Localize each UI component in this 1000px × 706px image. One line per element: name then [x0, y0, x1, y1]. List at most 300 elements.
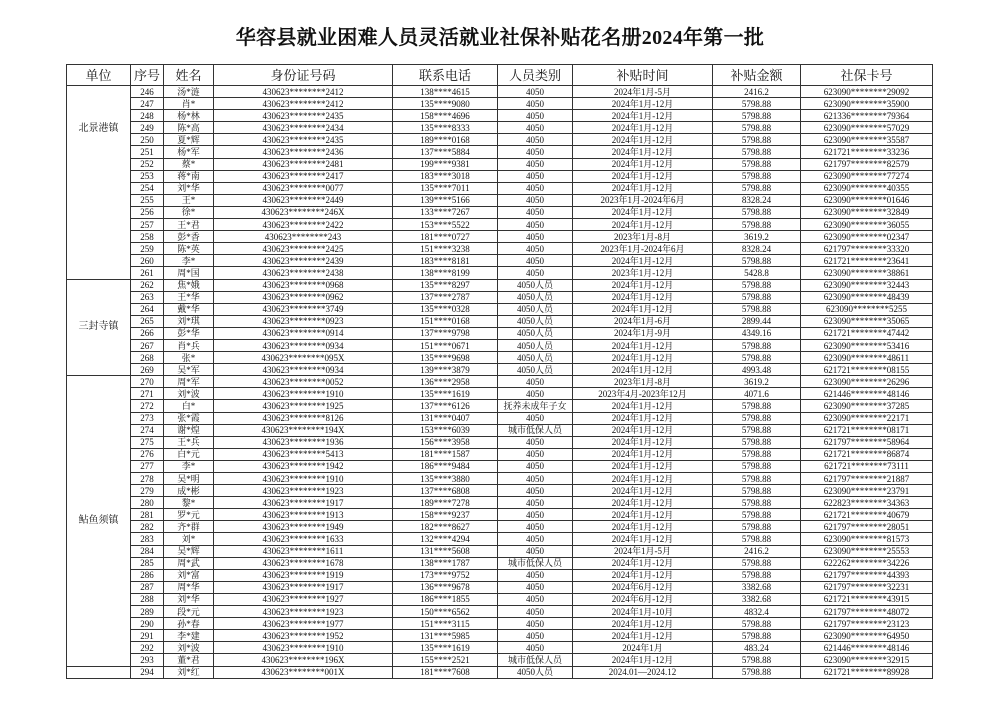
period-cell: 2024年1月-6月	[573, 315, 713, 327]
amount-cell: 5798.88	[713, 146, 801, 158]
table-row	[67, 315, 933, 327]
category-cell: 4050	[498, 219, 573, 231]
phone-cell: 137****9798	[393, 327, 498, 339]
category-cell: 4050	[498, 448, 573, 460]
id-number-cell: 430623********2417	[214, 170, 393, 182]
phone-cell: 153****5522	[393, 219, 498, 231]
period-cell: 2024年1月-12月	[573, 303, 713, 315]
card-number-cell: 621721********43915	[801, 593, 933, 605]
card-number-cell: 623090********38861	[801, 267, 933, 279]
period-cell: 2024年1月-12月	[573, 182, 713, 194]
phone-cell: 151****3238	[393, 243, 498, 255]
amount-cell: 5798.88	[713, 497, 801, 509]
category-cell: 4050	[498, 182, 573, 194]
id-number-cell: 430623********2422	[214, 219, 393, 231]
serial-cell: 279	[131, 485, 164, 497]
table-row	[67, 666, 933, 678]
period-cell: 2024年1月-12月	[573, 219, 713, 231]
table-row	[67, 352, 933, 364]
phone-cell: 151****0671	[393, 339, 498, 351]
amount-cell: 5798.88	[713, 98, 801, 110]
phone-cell: 136****2958	[393, 376, 498, 388]
name-cell: 董*君	[164, 654, 214, 666]
card-number-cell: 623090********37285	[801, 400, 933, 412]
serial-cell: 253	[131, 170, 164, 182]
table-row	[67, 424, 933, 436]
serial-cell: 256	[131, 206, 164, 218]
period-cell: 2024年1月-12月	[573, 497, 713, 509]
serial-cell: 294	[131, 666, 164, 678]
table-row	[67, 122, 933, 134]
id-number-cell: 430623********1919	[214, 569, 393, 581]
table-row	[67, 412, 933, 424]
phone-cell: 151****3115	[393, 618, 498, 630]
category-cell: 4050	[498, 593, 573, 605]
header-phone: 联系电话	[393, 65, 498, 86]
card-number-cell: 623090********81573	[801, 533, 933, 545]
category-cell: 4050	[498, 533, 573, 545]
table-row	[67, 485, 933, 497]
serial-cell: 252	[131, 158, 164, 170]
id-number-cell: 430623********246X	[214, 206, 393, 218]
id-number-cell: 430623********0077	[214, 182, 393, 194]
table-row	[67, 521, 933, 533]
card-number-cell: 623090********32849	[801, 206, 933, 218]
period-cell: 2024年1月-12月	[573, 158, 713, 170]
period-cell: 2023年4月-2023年12月	[573, 388, 713, 400]
period-cell: 2024年1月-12月	[573, 364, 713, 376]
table-row	[67, 267, 933, 279]
period-cell: 2024年1月-12月	[573, 436, 713, 448]
name-cell: 成*彬	[164, 485, 214, 497]
amount-cell: 3382.68	[713, 593, 801, 605]
card-number-cell: 623090********48611	[801, 352, 933, 364]
serial-cell: 280	[131, 497, 164, 509]
table-row	[67, 182, 933, 194]
period-cell: 2024年1月-12月	[573, 255, 713, 267]
card-number-cell: 621721********47442	[801, 327, 933, 339]
period-cell: 2024年1月-12月	[573, 485, 713, 497]
table-row	[67, 255, 933, 267]
table-row	[67, 243, 933, 255]
period-cell: 2024年1月-12月	[573, 424, 713, 436]
table-row	[67, 279, 933, 291]
name-cell: 吴*军	[164, 364, 214, 376]
phone-cell: 181****7608	[393, 666, 498, 678]
card-number-cell: 621721********86874	[801, 448, 933, 460]
table-row	[67, 303, 933, 315]
name-cell: 刘*琪	[164, 315, 214, 327]
category-cell: 4050	[498, 206, 573, 218]
unit-cell: 鲇鱼须镇	[67, 376, 131, 666]
card-number-cell: 623090********01646	[801, 194, 933, 206]
name-cell: 焦*娥	[164, 279, 214, 291]
period-cell: 2024年1月-12月	[573, 279, 713, 291]
table-row	[67, 86, 933, 98]
period-cell: 2023年1月-8月	[573, 231, 713, 243]
serial-cell: 286	[131, 569, 164, 581]
table-row	[67, 448, 933, 460]
name-cell: 戴*华	[164, 303, 214, 315]
phone-cell: 131****5985	[393, 630, 498, 642]
amount-cell: 5798.88	[713, 509, 801, 521]
name-cell: 彭*香	[164, 231, 214, 243]
page-title: 华容县就业困难人员灵活就业社保补贴花名册2024年第一批	[235, 27, 765, 49]
category-cell: 4050人员	[498, 327, 573, 339]
amount-cell: 5798.88	[713, 533, 801, 545]
card-number-cell: 621721********08155	[801, 364, 933, 376]
category-cell: 4050	[498, 146, 573, 158]
amount-cell: 5798.88	[713, 424, 801, 436]
name-cell: 王*	[164, 194, 214, 206]
table-row	[67, 327, 933, 339]
card-number-cell: 623090********23791	[801, 485, 933, 497]
amount-cell: 3382.68	[713, 581, 801, 593]
amount-cell: 2416.2	[713, 545, 801, 557]
category-cell: 4050	[498, 581, 573, 593]
id-number-cell: 430623********2434	[214, 122, 393, 134]
card-number-cell: 621797********21887	[801, 473, 933, 485]
card-number-cell: 623090********64950	[801, 630, 933, 642]
amount-cell: 8328.24	[713, 243, 801, 255]
id-number-cell: 430623********0052	[214, 376, 393, 388]
phone-cell: 137****6126	[393, 400, 498, 412]
unit-cell: 三封寺镇	[67, 279, 131, 376]
category-cell: 4050人员	[498, 666, 573, 678]
category-cell: 4050人员	[498, 303, 573, 315]
category-cell: 4050	[498, 158, 573, 170]
amount-cell: 5798.88	[713, 436, 801, 448]
id-number-cell: 430623********0934	[214, 364, 393, 376]
phone-cell: 135****9698	[393, 352, 498, 364]
id-number-cell: 430623********2435	[214, 134, 393, 146]
id-number-cell: 430623********1917	[214, 581, 393, 593]
table-row	[67, 376, 933, 388]
category-cell: 4050人员	[498, 315, 573, 327]
table-row	[67, 436, 933, 448]
amount-cell: 5798.88	[713, 110, 801, 122]
table-row	[67, 509, 933, 521]
serial-cell: 262	[131, 279, 164, 291]
serial-cell: 276	[131, 448, 164, 460]
serial-cell: 263	[131, 291, 164, 303]
serial-cell: 268	[131, 352, 164, 364]
serial-cell: 275	[131, 436, 164, 448]
name-cell: 陈*高	[164, 122, 214, 134]
serial-cell: 290	[131, 618, 164, 630]
period-cell: 2024年1月-12月	[573, 618, 713, 630]
id-number-cell: 430623********1927	[214, 593, 393, 605]
category-cell: 4050	[498, 231, 573, 243]
phone-cell: 189****0168	[393, 134, 498, 146]
header-id-number: 身份证号码	[214, 65, 393, 86]
phone-cell: 156****3958	[393, 436, 498, 448]
amount-cell: 2416.2	[713, 86, 801, 98]
phone-cell: 138****1787	[393, 557, 498, 569]
id-number-cell: 430623********194X	[214, 424, 393, 436]
category-cell: 4050	[498, 436, 573, 448]
category-cell: 4050	[498, 255, 573, 267]
id-number-cell: 430623********1913	[214, 509, 393, 521]
period-cell: 2024年1月-12月	[573, 146, 713, 158]
period-cell: 2023年1月-2024年6月	[573, 194, 713, 206]
header-amount: 补贴金额	[713, 65, 801, 86]
name-cell: 段*元	[164, 606, 214, 618]
header-name: 姓名	[164, 65, 214, 86]
category-cell: 4050	[498, 412, 573, 424]
table-row	[67, 146, 933, 158]
name-cell: 刘*	[164, 533, 214, 545]
name-cell: 王*兵	[164, 436, 214, 448]
category-cell: 4050	[498, 606, 573, 618]
serial-cell: 281	[131, 509, 164, 521]
table-header	[67, 65, 933, 86]
id-number-cell: 430623********1910	[214, 642, 393, 654]
phone-cell: 151****0168	[393, 315, 498, 327]
id-number-cell: 430623********1910	[214, 388, 393, 400]
name-cell: 张*霞	[164, 412, 214, 424]
period-cell: 2024年1月-10月	[573, 606, 713, 618]
period-cell: 2024年1月-12月	[573, 122, 713, 134]
phone-cell: 137****5884	[393, 146, 498, 158]
category-cell: 城市低保人员	[498, 557, 573, 569]
period-cell: 2024.01—2024.12	[573, 666, 713, 678]
amount-cell: 5798.88	[713, 219, 801, 231]
phone-cell: 173****9752	[393, 569, 498, 581]
name-cell: 黎*	[164, 497, 214, 509]
period-cell: 2024年1月-12月	[573, 509, 713, 521]
period-cell: 2024年1月-12月	[573, 134, 713, 146]
phone-cell: 137****6808	[393, 485, 498, 497]
phone-cell: 131****0407	[393, 412, 498, 424]
id-number-cell: 430623********1949	[214, 521, 393, 533]
amount-cell: 5798.88	[713, 182, 801, 194]
category-cell: 4050	[498, 509, 573, 521]
card-number-cell: 621721********33236	[801, 146, 933, 158]
phone-cell: 135****9080	[393, 98, 498, 110]
serial-cell: 265	[131, 315, 164, 327]
card-number-cell: 623090********57029	[801, 122, 933, 134]
name-cell: 李*	[164, 255, 214, 267]
phone-cell: 135****0328	[393, 303, 498, 315]
category-cell: 4050	[498, 86, 573, 98]
name-cell: 孙*春	[164, 618, 214, 630]
serial-cell: 255	[131, 194, 164, 206]
period-cell: 2024年1月-12月	[573, 569, 713, 581]
name-cell: 齐*群	[164, 521, 214, 533]
phone-cell: 136****9678	[393, 581, 498, 593]
period-cell: 2024年1月-12月	[573, 400, 713, 412]
period-cell: 2024年1月-12月	[573, 339, 713, 351]
serial-cell: 254	[131, 182, 164, 194]
period-cell: 2024年1月-12月	[573, 473, 713, 485]
id-number-cell: 430623********0962	[214, 291, 393, 303]
serial-cell: 250	[131, 134, 164, 146]
id-number-cell: 430623********2481	[214, 158, 393, 170]
header-period: 补贴时间	[573, 65, 713, 86]
id-number-cell: 430623********1936	[214, 436, 393, 448]
amount-cell: 5798.88	[713, 255, 801, 267]
name-cell: 谢*煌	[164, 424, 214, 436]
name-cell: 周*武	[164, 557, 214, 569]
card-number-cell: 621797********33320	[801, 243, 933, 255]
name-cell: 周*军	[164, 376, 214, 388]
serial-cell: 246	[131, 86, 164, 98]
amount-cell: 4993.48	[713, 364, 801, 376]
name-cell: 李*	[164, 460, 214, 472]
category-cell: 4050	[498, 376, 573, 388]
card-number-cell: 621721********08171	[801, 424, 933, 436]
table-row	[67, 231, 933, 243]
category-cell: 4050	[498, 194, 573, 206]
table-row	[67, 460, 933, 472]
name-cell: 杨*林	[164, 110, 214, 122]
name-cell: 刘*富	[164, 569, 214, 581]
id-number-cell: 430623********0968	[214, 279, 393, 291]
name-cell: 张*	[164, 352, 214, 364]
name-cell: 王*华	[164, 291, 214, 303]
table-row	[67, 206, 933, 218]
amount-cell: 5798.88	[713, 460, 801, 472]
amount-cell: 5798.88	[713, 400, 801, 412]
serial-cell: 292	[131, 642, 164, 654]
card-number-cell: 623090********48439	[801, 291, 933, 303]
table-row	[67, 158, 933, 170]
category-cell: 4050	[498, 618, 573, 630]
id-number-cell: 430623********001X	[214, 666, 393, 678]
serial-cell: 247	[131, 98, 164, 110]
period-cell: 2024年1月-5月	[573, 545, 713, 557]
name-cell: 肖*	[164, 98, 214, 110]
id-number-cell: 430623********1977	[214, 618, 393, 630]
phone-cell: 135****8333	[393, 122, 498, 134]
table-row	[67, 339, 933, 351]
category-cell: 4050	[498, 642, 573, 654]
serial-cell: 293	[131, 654, 164, 666]
amount-cell: 5798.88	[713, 412, 801, 424]
table-row	[67, 593, 933, 605]
serial-cell: 266	[131, 327, 164, 339]
phone-cell: 133****7267	[393, 206, 498, 218]
name-cell: 夏*辉	[164, 134, 214, 146]
amount-cell: 5798.88	[713, 291, 801, 303]
period-cell: 2024年1月-12月	[573, 448, 713, 460]
id-number-cell: 430623********2412	[214, 98, 393, 110]
table-row	[67, 110, 933, 122]
table-row	[67, 170, 933, 182]
phone-cell: 137****2787	[393, 291, 498, 303]
name-cell: 王*君	[164, 219, 214, 231]
category-cell: 4050	[498, 267, 573, 279]
serial-cell: 283	[131, 533, 164, 545]
card-number-cell: 621797********28051	[801, 521, 933, 533]
phone-cell: 199****9381	[393, 158, 498, 170]
id-number-cell: 430623********0934	[214, 339, 393, 351]
card-number-cell: 621721********73111	[801, 460, 933, 472]
serial-cell: 277	[131, 460, 164, 472]
period-cell: 2024年1月-12月	[573, 206, 713, 218]
id-number-cell: 430623********3749	[214, 303, 393, 315]
amount-cell: 5798.88	[713, 448, 801, 460]
period-cell: 2023年1月-8月	[573, 376, 713, 388]
card-number-cell: 621797********82579	[801, 158, 933, 170]
name-cell: 刘*华	[164, 593, 214, 605]
amount-cell: 5798.88	[713, 666, 801, 678]
name-cell: 刘*红	[164, 666, 214, 678]
amount-cell: 5798.88	[713, 279, 801, 291]
unit-cell	[67, 666, 131, 678]
name-cell: 周*国	[164, 267, 214, 279]
amount-cell: 5798.88	[713, 557, 801, 569]
amount-cell: 5798.88	[713, 352, 801, 364]
card-number-cell: 623090********29092	[801, 86, 933, 98]
id-number-cell: 430623********2412	[214, 86, 393, 98]
amount-cell: 5798.88	[713, 473, 801, 485]
header-card-number: 社保卡号	[801, 65, 933, 86]
name-cell: 陈*英	[164, 243, 214, 255]
table-row	[67, 581, 933, 593]
period-cell: 2023年1月-12月	[573, 267, 713, 279]
name-cell: 蒋*南	[164, 170, 214, 182]
serial-cell: 274	[131, 424, 164, 436]
amount-cell: 4832.4	[713, 606, 801, 618]
serial-cell: 284	[131, 545, 164, 557]
card-number-cell: 623090********5255	[801, 303, 933, 315]
table-row	[67, 134, 933, 146]
period-cell: 2024年1月-12月	[573, 170, 713, 182]
phone-cell: 135****1619	[393, 642, 498, 654]
table-row	[67, 654, 933, 666]
amount-cell: 4349.16	[713, 327, 801, 339]
phone-cell: 135****8297	[393, 279, 498, 291]
period-cell: 2024年1月-12月	[573, 630, 713, 642]
table-row	[67, 569, 933, 581]
phone-cell: 158****4696	[393, 110, 498, 122]
amount-cell: 5798.88	[713, 303, 801, 315]
id-number-cell: 430623********2438	[214, 267, 393, 279]
card-number-cell: 622262********34226	[801, 557, 933, 569]
card-number-cell: 621797********48072	[801, 606, 933, 618]
amount-cell: 5428.8	[713, 267, 801, 279]
amount-cell: 5798.88	[713, 170, 801, 182]
table-row	[67, 497, 933, 509]
serial-cell: 248	[131, 110, 164, 122]
serial-cell: 251	[131, 146, 164, 158]
serial-cell: 278	[131, 473, 164, 485]
category-cell: 4050	[498, 497, 573, 509]
serial-cell: 272	[131, 400, 164, 412]
serial-cell: 273	[131, 412, 164, 424]
phone-cell: 181****0727	[393, 231, 498, 243]
card-number-cell: 623090********77274	[801, 170, 933, 182]
id-number-cell: 430623********1910	[214, 473, 393, 485]
serial-cell: 271	[131, 388, 164, 400]
category-cell: 城市低保人员	[498, 654, 573, 666]
phone-cell: 132****4294	[393, 533, 498, 545]
header-category: 人员类别	[498, 65, 573, 86]
period-cell: 2023年1月-2024年6月	[573, 243, 713, 255]
card-number-cell: 623090********22171	[801, 412, 933, 424]
id-number-cell: 430623********1917	[214, 497, 393, 509]
id-number-cell: 430623********8126	[214, 412, 393, 424]
phone-cell: 139****5166	[393, 194, 498, 206]
name-cell: 吴*明	[164, 473, 214, 485]
card-number-cell: 623090********35065	[801, 315, 933, 327]
serial-cell: 261	[131, 267, 164, 279]
table-row	[67, 400, 933, 412]
name-cell: 罗*元	[164, 509, 214, 521]
name-cell: 刘*波	[164, 388, 214, 400]
